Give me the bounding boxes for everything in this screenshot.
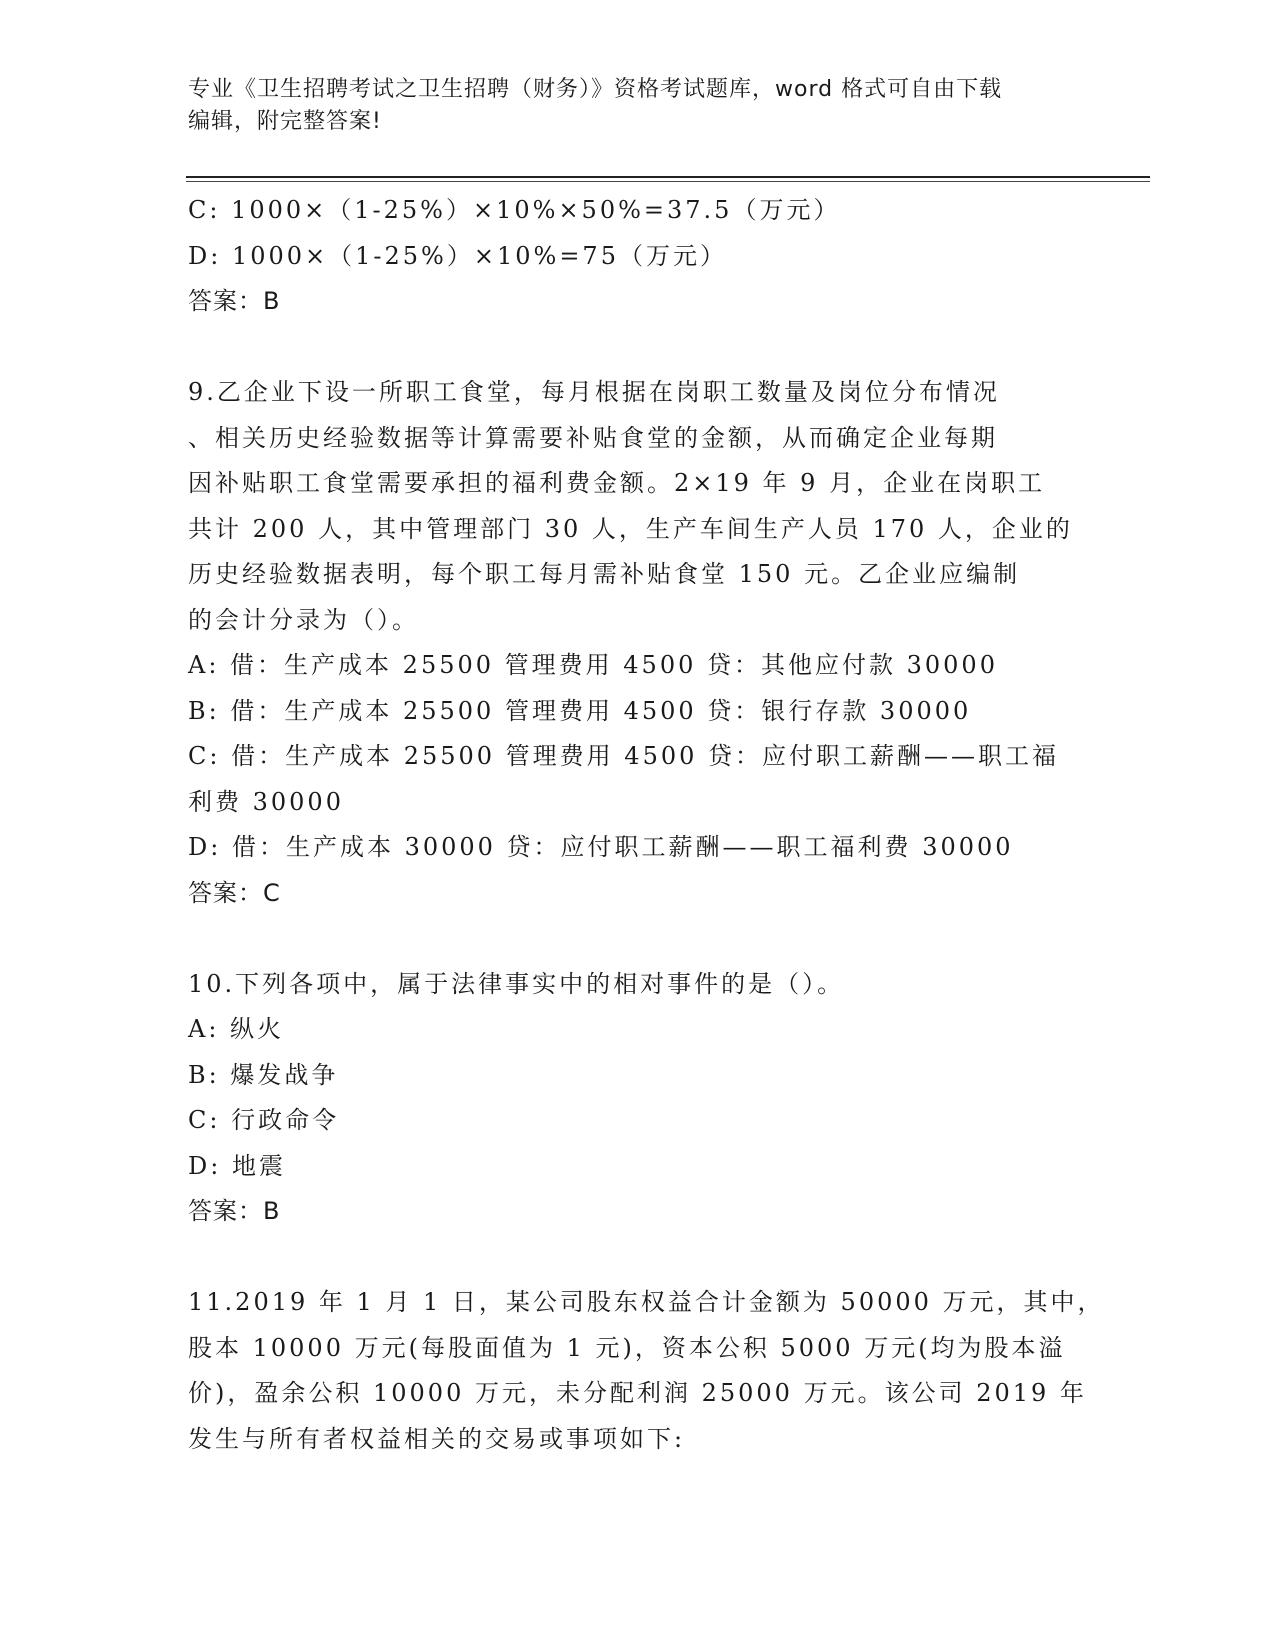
q9-stem-line: 历史经验数据表明，每个职工每月需补贴食堂 150 元。乙企业应编制 [188,560,1021,588]
q9-answer: 答案：C [188,878,281,907]
question-8-tail [188,188,1088,325]
q9-stem-line: 因补贴职工食堂需要承担的福利费金额。2×19 年 9 月，企业在岗职工 [188,469,1046,497]
q9-option-b: B: 借：生产成本 25500 管理费用 4500 贷：银行存款 30000 [188,696,972,725]
q9-option-a: A: 借：生产成本 25500 管理费用 4500 贷：其他应付款 30000 [188,651,998,679]
spacer [188,325,1088,371]
q8-answer: 答案：B [188,287,281,315]
q9-option-c-line-2: 利费 30000 [188,787,344,816]
q11-stem-line: 股本 10000 万元(每股面值为 1 元)，资本公积 5000 万元(均为股本溢 [188,1333,1066,1362]
q9-stem-line: 共计 200 人，其中管理部门 30 人，生产车间生产人员 170 人，企业的 [188,514,1073,543]
q10-answer: 答案：B [188,1197,281,1225]
header-divider-thin [186,181,1150,182]
q10-stem: 10.下列各项中，属于法律事实中的相对事件的是（）。 [188,969,845,998]
question-9 [188,370,1088,916]
q10-option-b: B: 爆发战争 [188,1060,339,1089]
q8-option-c: C: 1000×（1-25%）×10%×50%=37.5（万元） [188,196,841,224]
q10-option-c: C: 行政命令 [188,1106,340,1134]
header-divider-thick [186,176,1150,178]
q11-stem-line: 发生与所有者权益相关的交易或事项如下: [188,1424,686,1453]
q10-option-a: A: 纵火 [188,1015,285,1043]
q11-stem-line: 11.2019 年 1 月 1 日，某公司股东权益合计金额为 50000 万元，其中， [188,1288,1105,1316]
q11-stem-line: 价)，盈余公积 10000 万元，未分配利润 25000 万元。该公司 2019 年 [188,1379,1087,1407]
header-title-line-2: 编辑，附完整答案! [188,109,382,134]
document-header [188,74,1068,138]
spacer [188,916,1088,962]
question-11 [188,1280,1105,1462]
q9-option-c-line-1: C: 借：生产成本 25500 管理费用 4500 贷：应付职工薪酬——职工福 [188,742,1060,770]
question-10 [188,962,1088,1235]
q9-stem-line: 的会计分录为（）。 [188,605,419,634]
q9-stem-line: 9.乙企业下设一所职工食堂，每月根据在岗职工数量及岗位分布情况 [188,378,1000,406]
q10-option-d: D: 地震 [188,1151,286,1180]
document-body [188,188,1105,1462]
spacer [188,1235,1088,1281]
header-title-line-1: 专业《卫生招聘考试之卫生招聘（财务）》资格考试题库，word 格式可自由下载 [188,77,1003,102]
q8-option-d: D: 1000×（1-25%）×10%=75（万元） [188,241,727,270]
q9-stem-line: 、相关历史经验数据等计算需要补贴食堂的金额，从而确定企业每期 [188,423,998,452]
q9-option-d: D: 借：生产成本 30000 贷：应付职工薪酬——职工福利费 30000 [188,833,1014,861]
